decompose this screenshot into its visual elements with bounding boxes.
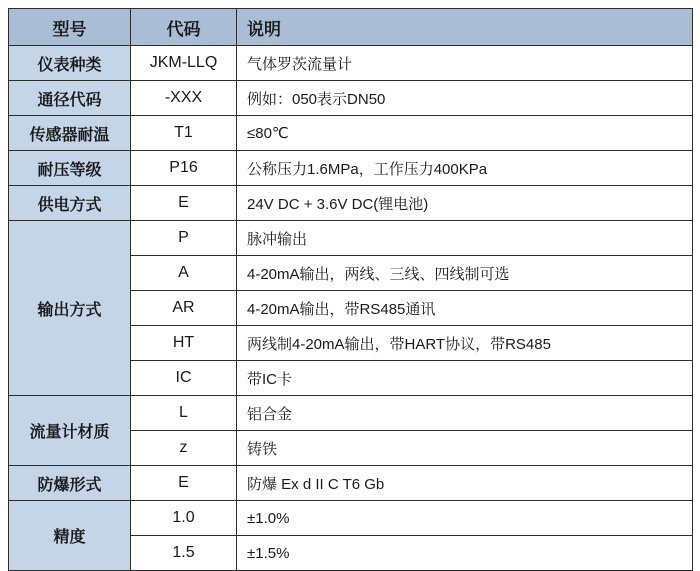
row-description: 例如：050表示DN50 xyxy=(237,81,692,115)
row-label-cell xyxy=(9,501,131,571)
row-description: 公称压力1.6MPa，工作压力400KPa xyxy=(237,151,692,185)
row-code-cell xyxy=(131,46,237,81)
row-code-cell xyxy=(131,151,237,186)
row-description-cell xyxy=(237,46,693,81)
row-description-cell xyxy=(237,431,693,466)
row-code-cell xyxy=(131,221,237,256)
row-label: 流量计材质 xyxy=(9,414,130,448)
table-row xyxy=(9,466,693,501)
row-label-cell xyxy=(9,46,131,81)
row-label: 供电方式 xyxy=(9,186,130,220)
row-label: 输出方式 xyxy=(9,291,130,325)
row-description-cell xyxy=(237,326,693,361)
table-row xyxy=(9,186,693,221)
row-code: P xyxy=(131,221,236,255)
row-description: 防爆 Ex d II C T6 Gb xyxy=(237,466,692,500)
row-code: T1 xyxy=(131,116,236,150)
row-code: L xyxy=(131,396,236,430)
table-row xyxy=(9,501,693,536)
row-description: 脉冲输出 xyxy=(237,221,692,255)
row-description: 两线制4-20mA输出，带HART协议，带RS485 xyxy=(237,326,692,360)
header-cell-model xyxy=(9,9,131,46)
row-code-cell xyxy=(131,81,237,116)
row-description: ≤80℃ xyxy=(237,116,692,150)
row-code-cell xyxy=(131,186,237,221)
row-code-cell xyxy=(131,116,237,151)
row-description-cell xyxy=(237,291,693,326)
table-header-row xyxy=(9,9,693,46)
row-code: -XXX xyxy=(131,81,236,115)
row-description-cell xyxy=(237,256,693,291)
row-code-cell xyxy=(131,501,237,536)
row-label-cell xyxy=(9,186,131,221)
table-row xyxy=(9,81,693,116)
row-description-cell xyxy=(237,466,693,501)
row-description-cell xyxy=(237,536,693,571)
row-code: AR xyxy=(131,291,236,325)
row-description-cell xyxy=(237,116,693,151)
row-description: 气体罗茨流量计 xyxy=(237,46,692,80)
row-description: 铝合金 xyxy=(237,396,692,430)
specification-table xyxy=(8,8,693,571)
row-description: 24V DC + 3.6V DC(锂电池) xyxy=(237,186,692,220)
row-label: 精度 xyxy=(9,519,130,553)
row-label-cell xyxy=(9,221,131,396)
row-description: 4-20mA输出，两线、三线、四线制可选 xyxy=(237,256,692,290)
row-description: 带IC卡 xyxy=(237,361,692,395)
row-code: z xyxy=(131,431,236,465)
row-code: JKM-LLQ xyxy=(131,46,236,80)
table-row xyxy=(9,151,693,186)
row-code: A xyxy=(131,256,236,290)
row-description-cell xyxy=(237,186,693,221)
row-code: IC xyxy=(131,361,236,395)
table-row xyxy=(9,46,693,81)
header-label-code: 代码 xyxy=(131,9,236,45)
header-cell-code xyxy=(131,9,237,46)
row-code: 1.0 xyxy=(131,501,236,535)
row-description: 铸铁 xyxy=(237,431,692,465)
table-row xyxy=(9,116,693,151)
row-code-cell xyxy=(131,431,237,466)
row-description-cell xyxy=(237,151,693,186)
row-code-cell xyxy=(131,466,237,501)
table-row xyxy=(9,396,693,431)
header-label-description: 说明 xyxy=(237,9,692,45)
row-code: E xyxy=(131,186,236,220)
row-label-cell xyxy=(9,466,131,501)
header-label-model: 型号 xyxy=(9,9,130,45)
row-label: 耐压等级 xyxy=(9,151,130,185)
row-code: P16 xyxy=(131,151,236,185)
header-cell-description xyxy=(237,9,693,46)
row-description: 4-20mA输出，带RS485通讯 xyxy=(237,291,692,325)
table-header xyxy=(9,9,693,46)
row-label-cell xyxy=(9,81,131,116)
row-label-cell xyxy=(9,151,131,186)
row-code-cell xyxy=(131,326,237,361)
row-code-cell xyxy=(131,291,237,326)
row-description-cell xyxy=(237,501,693,536)
row-code-cell xyxy=(131,536,237,571)
row-label-cell xyxy=(9,396,131,466)
row-description-cell xyxy=(237,361,693,396)
row-label: 防爆形式 xyxy=(9,466,130,500)
row-label: 仪表种类 xyxy=(9,46,130,80)
table-body xyxy=(9,46,693,571)
row-code: E xyxy=(131,466,236,500)
row-code: 1.5 xyxy=(131,536,236,570)
row-code-cell xyxy=(131,256,237,291)
row-description-cell xyxy=(237,221,693,256)
row-code-cell xyxy=(131,361,237,396)
row-code: HT xyxy=(131,326,236,360)
row-description-cell xyxy=(237,81,693,116)
row-description-cell xyxy=(237,396,693,431)
row-label-cell xyxy=(9,116,131,151)
row-description: ±1.0% xyxy=(237,501,692,535)
row-label: 通径代码 xyxy=(9,81,130,115)
row-description: ±1.5% xyxy=(237,536,692,570)
row-code-cell xyxy=(131,396,237,431)
row-label: 传感器耐温 xyxy=(9,116,130,150)
table-row xyxy=(9,221,693,256)
